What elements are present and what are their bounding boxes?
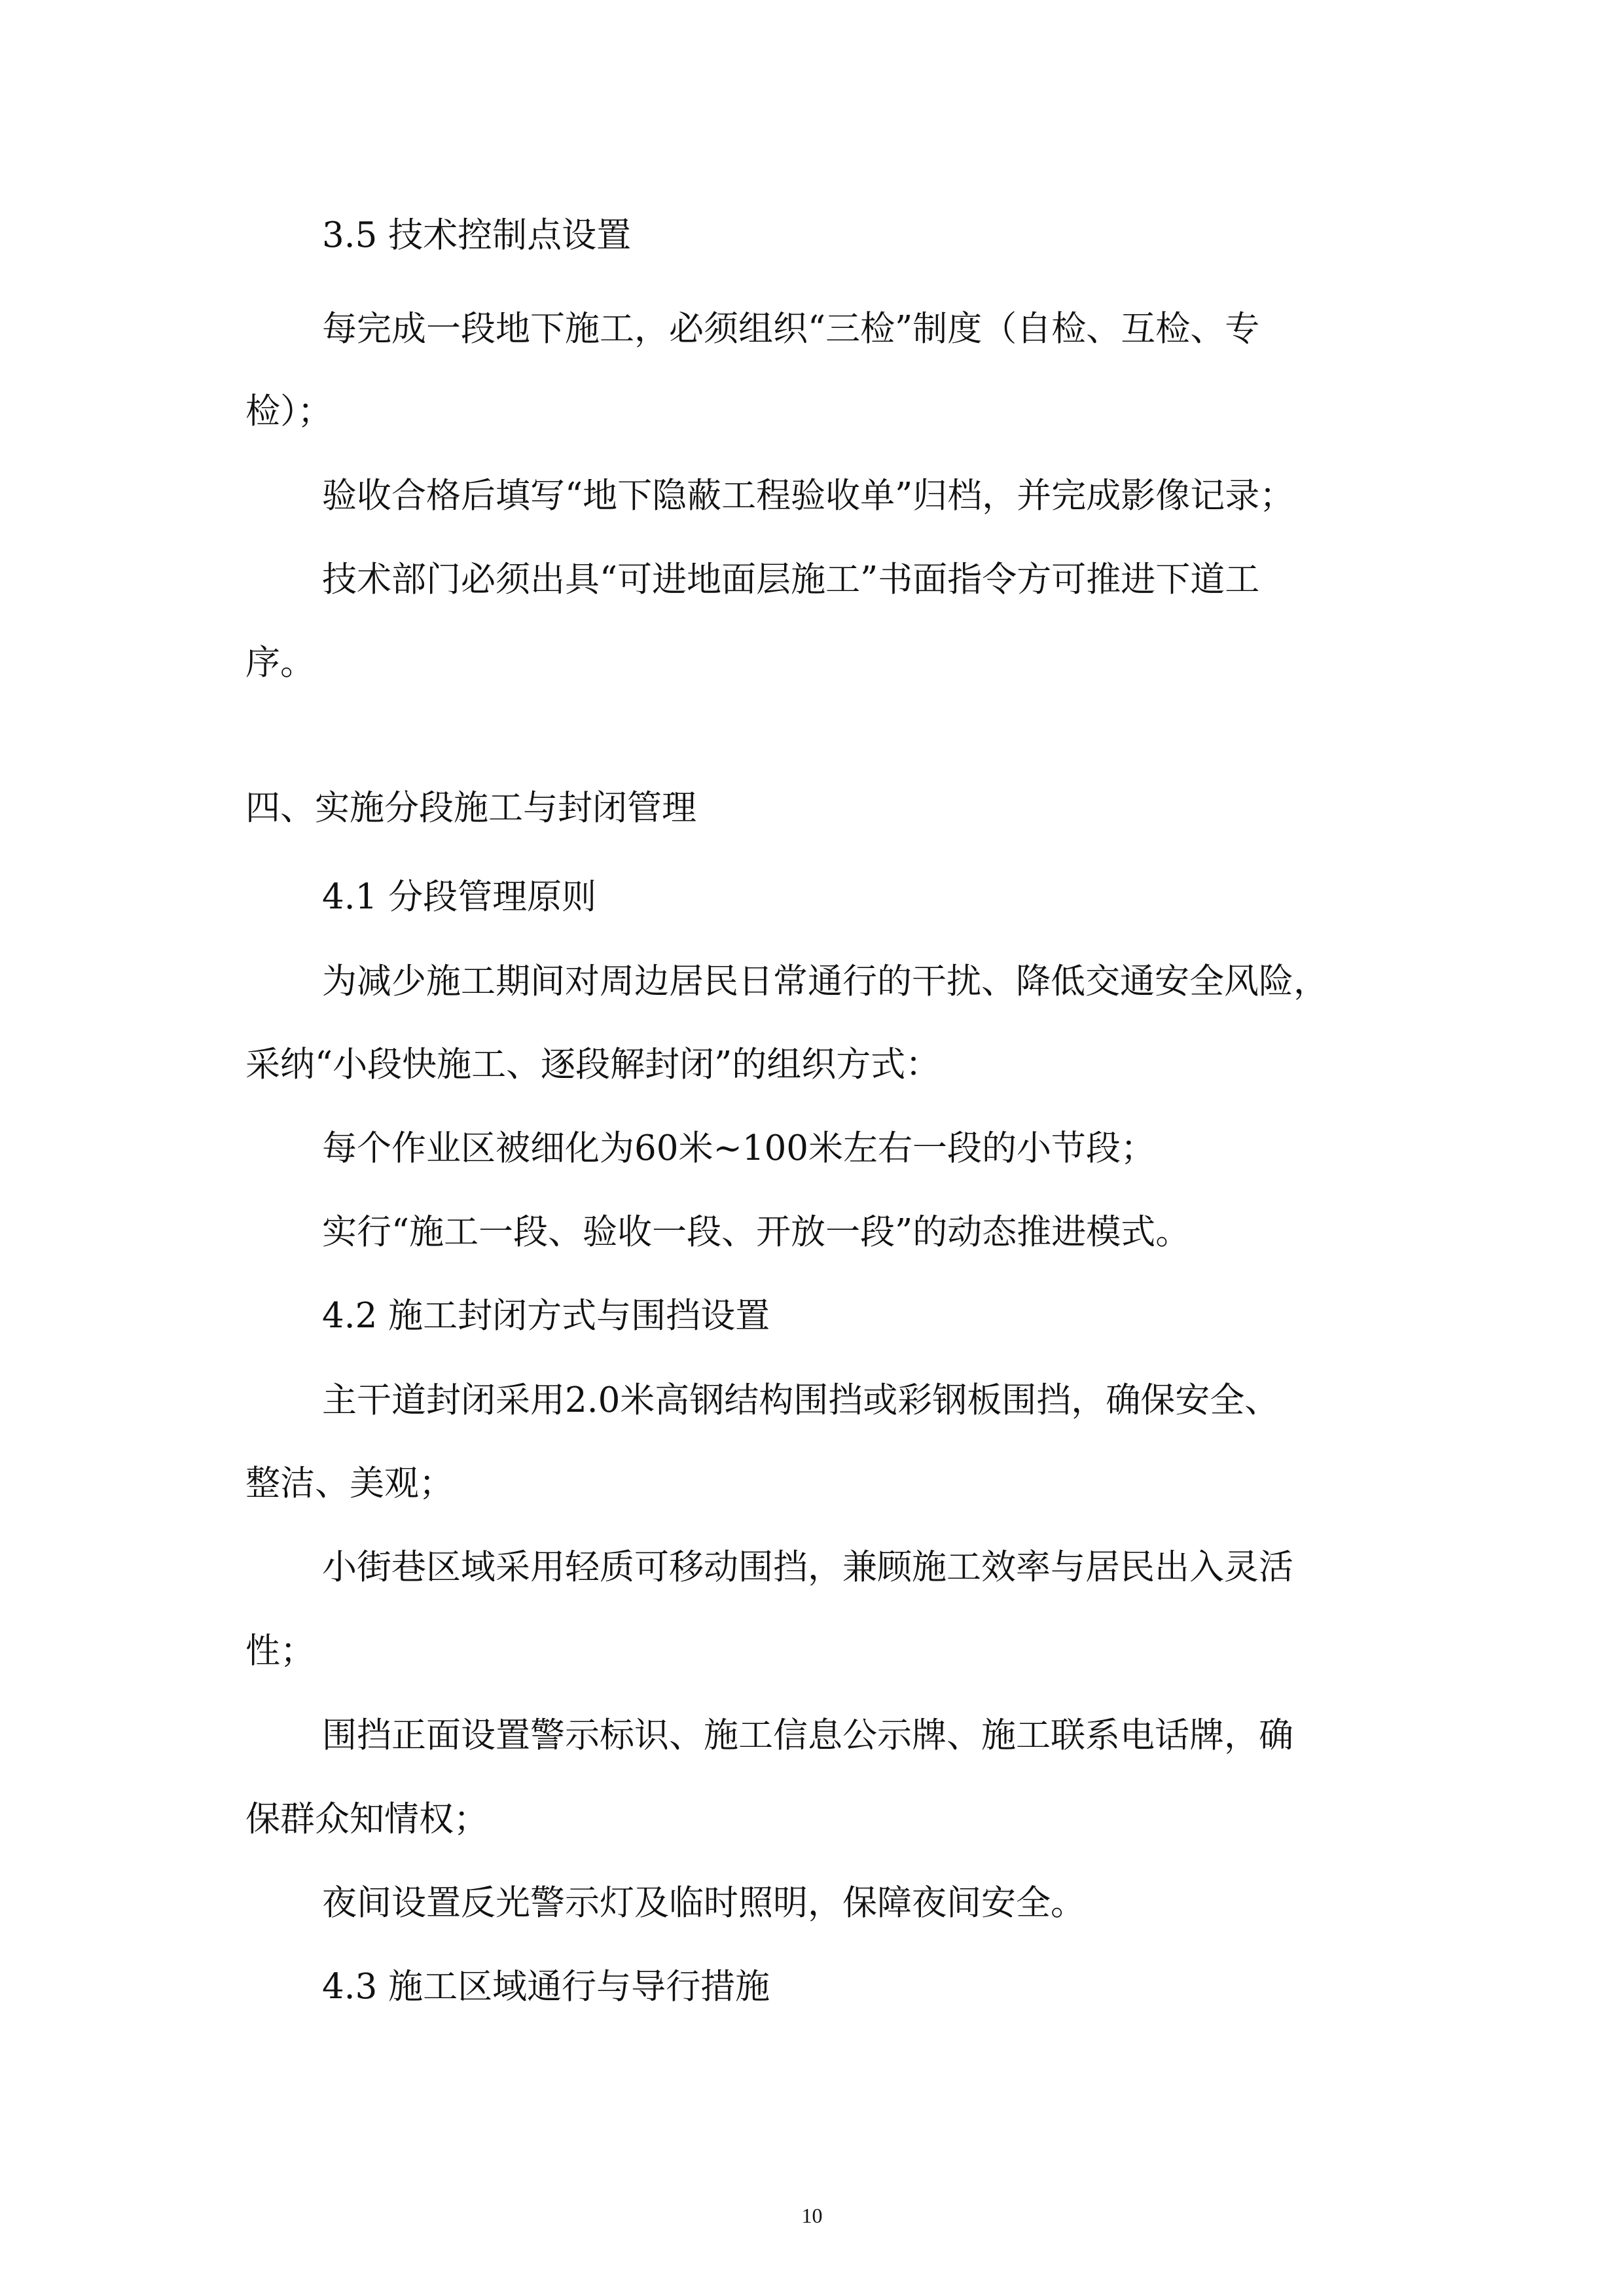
- subsection-4-2-paragraph-4: 夜间设置反光警示灯及临时照明，保障夜间安全。: [322, 1883, 1085, 1923]
- subsection-4-2-paragraph-1-line-1: 主干道封闭采用2.0米高钢结构围挡或彩钢板围挡，确保安全、: [322, 1380, 1280, 1420]
- subsection-4-2-heading: 4.2 施工封闭方式与围挡设置: [322, 1296, 770, 1336]
- subsection-4-2-paragraph-3-line-2: 保群众知情权；: [245, 1799, 488, 1839]
- section-3-5-paragraph-1-line-1: 每完成一段地下施工，必须组织“三检”制度（自检、互检、专: [322, 309, 1260, 349]
- subsection-4-1-paragraph-2: 每个作业区被细化为60米~100米左右一段的小节段；: [322, 1128, 1156, 1168]
- subsection-4-2-paragraph-2-line-2: 性；: [245, 1631, 315, 1671]
- section-3-5-paragraph-2: 验收合格后填写“地下隐蔽工程验收单”归档，并完成影像记录；: [322, 476, 1295, 516]
- subsection-4-2-paragraph-2-line-1: 小街巷区域采用轻质可移动围挡，兼顾施工效率与居民出入灵活: [322, 1547, 1293, 1587]
- page-number: 10: [801, 2204, 823, 2227]
- section-3-5-paragraph-1-line-2: 检）；: [245, 391, 333, 431]
- section-3-5-heading: 3.5 技术控制点设置: [322, 215, 632, 255]
- subsection-4-3-heading: 4.3 施工区域通行与导行措施: [322, 1967, 770, 2007]
- subsection-4-1-heading: 4.1 分段管理原则: [322, 877, 597, 917]
- section-3-5-paragraph-3-line-1: 技术部门必须出具“可进地面层施工”书面指令方可推进下道工: [322, 560, 1260, 600]
- section-3-5-paragraph-3-line-2: 序。: [245, 643, 315, 683]
- subsection-4-2-paragraph-1-line-2: 整洁、美观；: [245, 1463, 454, 1503]
- subsection-4-1-paragraph-3: 实行“施工一段、验收一段、开放一段”的动态推进模式。: [322, 1212, 1191, 1252]
- subsection-4-1-paragraph-1-line-2: 采纳“小段快施工、逐段解封闭”的组织方式：: [245, 1045, 941, 1085]
- subsection-4-2-paragraph-3-line-1: 围挡正面设置警示标识、施工信息公示牌、施工联系电话牌，确: [322, 1715, 1293, 1755]
- section-4-heading: 四、实施分段施工与封闭管理: [245, 788, 696, 828]
- subsection-4-1-paragraph-1-line-1: 为减少施工期间对周边居民日常通行的干扰、降低交通安全风险，: [322, 961, 1328, 1001]
